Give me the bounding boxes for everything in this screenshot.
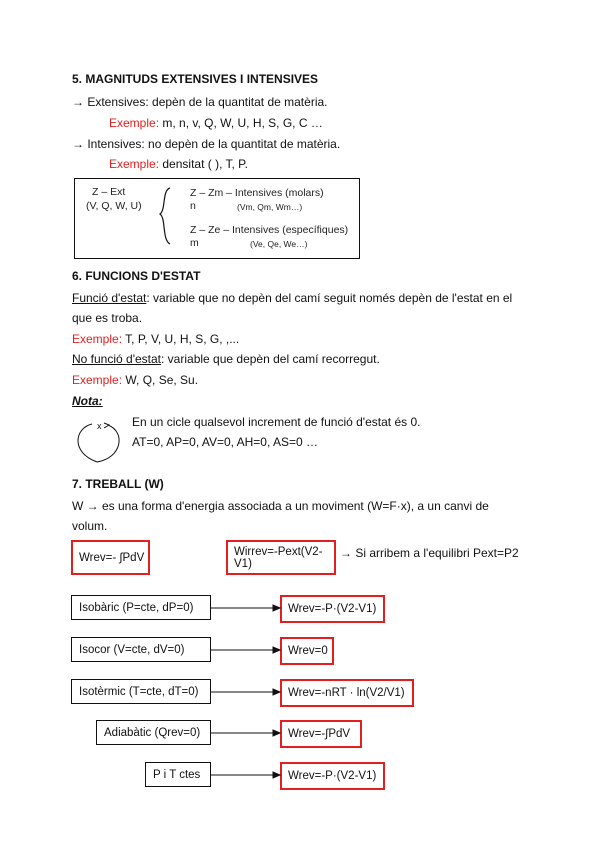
cycle-icon bbox=[78, 423, 119, 462]
process-label: Isobàric (P=cte, dP=0) bbox=[79, 601, 194, 614]
example-text: T, P, V, U, H, S, G, ,... bbox=[125, 332, 240, 346]
ext-examples: (V, Q, W, U) bbox=[86, 200, 142, 212]
ext-label: Z – Ext bbox=[92, 186, 126, 198]
note-label: Nota: bbox=[72, 394, 103, 408]
section-7-title: 7. TREBALL (W) bbox=[72, 477, 164, 491]
result-formula: Wrev=-nRT · ln(V2/V1) bbox=[288, 687, 405, 699]
process-label: Isotèrmic (T=cte, dT=0) bbox=[79, 685, 199, 698]
equilibrium-note: → Si arribem a l'equilibri Pext=P2 bbox=[340, 546, 519, 560]
specific-examples: (Ve, Qe, We…) bbox=[250, 239, 308, 249]
state-function-text: : variable que no depèn del camí seguit només depèn de l'estat en el bbox=[146, 291, 513, 305]
state-function-def-cont: que es troba. bbox=[72, 311, 143, 325]
section-5-title: 5. MAGNITUDS EXTENSIVES I INTENSIVES bbox=[72, 72, 319, 86]
intensives-line: → Intensives: no depèn de la quantitat de matèria. bbox=[72, 137, 341, 151]
example-label: Exemple: bbox=[109, 157, 160, 171]
molar-n: n bbox=[190, 200, 196, 212]
note-line-1: En un cicle qualsevol increment de funció d'estat és 0. bbox=[132, 415, 421, 429]
molar-line: Z – Zm – Intensives (molars) bbox=[190, 187, 324, 199]
curly-brace-icon bbox=[160, 188, 170, 244]
process-label: Isocor (V=cte, dV=0) bbox=[79, 643, 185, 656]
result-formula: Wrev=-∫PdV bbox=[288, 728, 351, 740]
note-line-2: AT=0, AP=0, AV=0, AH=0, AS=0 … bbox=[132, 435, 319, 449]
specific-m: m bbox=[190, 237, 199, 249]
non-state-function-text: : variable que depèn del camí recorregut. bbox=[161, 352, 380, 366]
specific-line: Z – Ze – Intensives (específiques) bbox=[190, 224, 349, 236]
work-description: W → es una forma d'energia associada a un moviment (W=F·x), a un canvi de bbox=[72, 499, 489, 513]
example-label: Exemple: bbox=[72, 332, 123, 346]
wrev-formula: Wrev=- ∫PdV bbox=[79, 551, 145, 564]
example-label: Exemple: bbox=[109, 116, 160, 130]
molar-examples: (Vm, Qm, Wm…) bbox=[237, 202, 303, 212]
result-formula: Wrev=0 bbox=[288, 645, 328, 657]
process-label: P i T ctes bbox=[153, 768, 201, 781]
example-text: m, n, v, Q, W, U, H, S, G, C … bbox=[162, 116, 323, 130]
example-text: W, Q, Se, Su. bbox=[125, 373, 199, 387]
non-state-function-label: No funció d'estat bbox=[72, 352, 162, 366]
result-formula: Wrev=-P·(V2-V1) bbox=[288, 603, 377, 615]
state-function-label: Funció d'estat bbox=[72, 291, 147, 305]
result-formula: Wrev=-P·(V2-V1) bbox=[288, 770, 377, 782]
wirrev-formula: Wirrev=-Pext(V2-V1) bbox=[234, 545, 323, 570]
extensives-line: → Extensives: depèn de la quantitat de matèria. bbox=[72, 95, 328, 109]
work-description-cont: volum. bbox=[72, 519, 108, 533]
process-label: Adiabàtic (Qrev=0) bbox=[104, 726, 201, 739]
cycle-mark: x bbox=[97, 421, 102, 431]
example-text: densitat ( ), T, P. bbox=[162, 157, 248, 171]
section-6-title: 6. FUNCIONS D'ESTAT bbox=[72, 269, 201, 283]
example-label: Exemple: bbox=[72, 373, 123, 387]
